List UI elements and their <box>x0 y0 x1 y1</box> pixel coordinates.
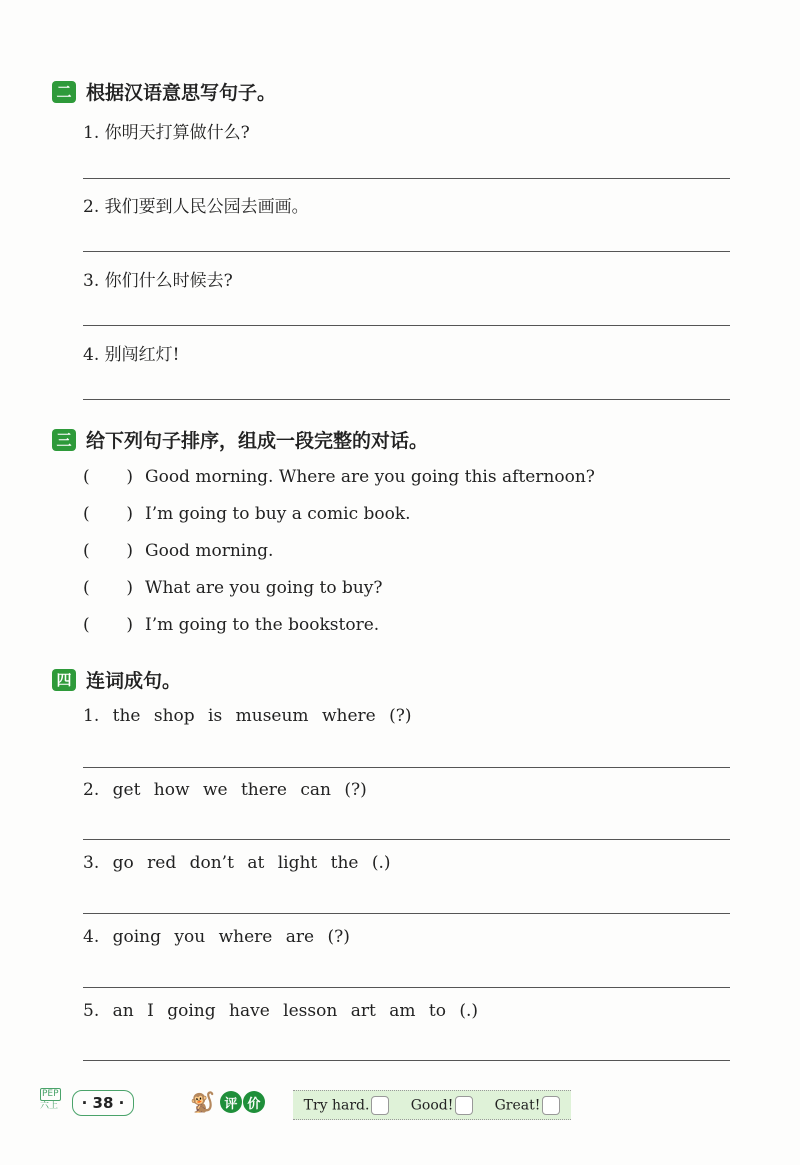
question: 2. 我们要到人民公园去画画。 <box>83 197 309 217</box>
paren-open[interactable]: ( <box>83 541 90 561</box>
paren-open[interactable]: ( <box>83 615 90 635</box>
rating-good[interactable] <box>411 1096 474 1115</box>
section-title: 根据汉语意思写句子。 <box>86 82 277 104</box>
grade-text: 六上 <box>40 1101 59 1111</box>
checkbox[interactable] <box>371 1096 389 1115</box>
section-badge: 三 <box>52 429 76 451</box>
sentence: I’m going to buy a comic book. <box>145 504 411 524</box>
answer-line[interactable] <box>83 1060 730 1061</box>
answer-line[interactable] <box>83 839 730 840</box>
answer-line[interactable] <box>83 399 730 400</box>
sentence: Good morning. <box>145 541 274 561</box>
pep-label: PEP <box>42 1089 59 1099</box>
rating-label: Try hard. <box>303 1097 370 1113</box>
evaluation-label <box>190 1090 265 1114</box>
rating-try-hard[interactable] <box>304 1096 390 1115</box>
answer-line[interactable] <box>83 251 730 252</box>
section-title: 连词成句。 <box>86 670 182 692</box>
answer-line[interactable] <box>83 987 730 988</box>
list-item <box>83 615 379 635</box>
checkbox[interactable] <box>455 1096 473 1115</box>
eval-char: 价 <box>243 1091 265 1113</box>
list-item <box>83 467 595 487</box>
rating-bar <box>293 1090 571 1120</box>
footer <box>40 1088 580 1120</box>
page-number: · 38 · <box>72 1090 134 1116</box>
sentence: I’m going to the bookstore. <box>145 615 380 635</box>
paren-close: ) <box>126 467 133 487</box>
section-badge: 四 <box>52 669 76 691</box>
question: 2. get how we there can (?) <box>83 780 367 800</box>
grade-label <box>40 1088 66 1112</box>
answer-line[interactable] <box>83 325 730 326</box>
question: 4. 别闯红灯! <box>83 345 180 365</box>
rating-label: Great! <box>494 1097 541 1113</box>
answer-line[interactable] <box>83 913 730 914</box>
question: 5. an I going have lesson art am to (.) <box>83 1001 478 1021</box>
answer-line[interactable] <box>83 767 730 768</box>
sentence: What are you going to buy? <box>145 578 383 598</box>
mascot-icon: 🐒 <box>190 1090 215 1114</box>
question: 1. 你明天打算做什么? <box>83 123 250 143</box>
question: 3. 你们什么时候去? <box>83 271 233 291</box>
rating-great[interactable] <box>495 1096 561 1115</box>
sentence: Good morning. Where are you going this afternoon? <box>145 467 595 487</box>
paren-close: ) <box>126 578 133 598</box>
paren-open[interactable]: ( <box>83 578 90 598</box>
section-4-header <box>52 666 181 693</box>
checkbox[interactable] <box>542 1096 560 1115</box>
eval-char: 评 <box>220 1091 242 1113</box>
list-item <box>83 541 273 561</box>
list-item <box>83 578 383 598</box>
question: 3. go red don’t at light the (.) <box>83 853 391 873</box>
paren-close: ) <box>126 541 133 561</box>
paren-close: ) <box>126 615 133 635</box>
paren-open[interactable]: ( <box>83 467 90 487</box>
question: 1. the shop is museum where (?) <box>83 706 412 726</box>
section-title: 给下列句子排序，组成一段完整的对话。 <box>86 430 429 452</box>
paren-open[interactable]: ( <box>83 504 90 524</box>
list-item <box>83 504 411 524</box>
rating-label: Good! <box>410 1097 454 1113</box>
section-badge: 二 <box>52 81 76 103</box>
question: 4. going you where are (?) <box>83 927 350 947</box>
answer-line[interactable] <box>83 178 730 179</box>
section-2-header <box>52 78 276 105</box>
section-3-header <box>52 426 428 453</box>
paren-close: ) <box>126 504 133 524</box>
